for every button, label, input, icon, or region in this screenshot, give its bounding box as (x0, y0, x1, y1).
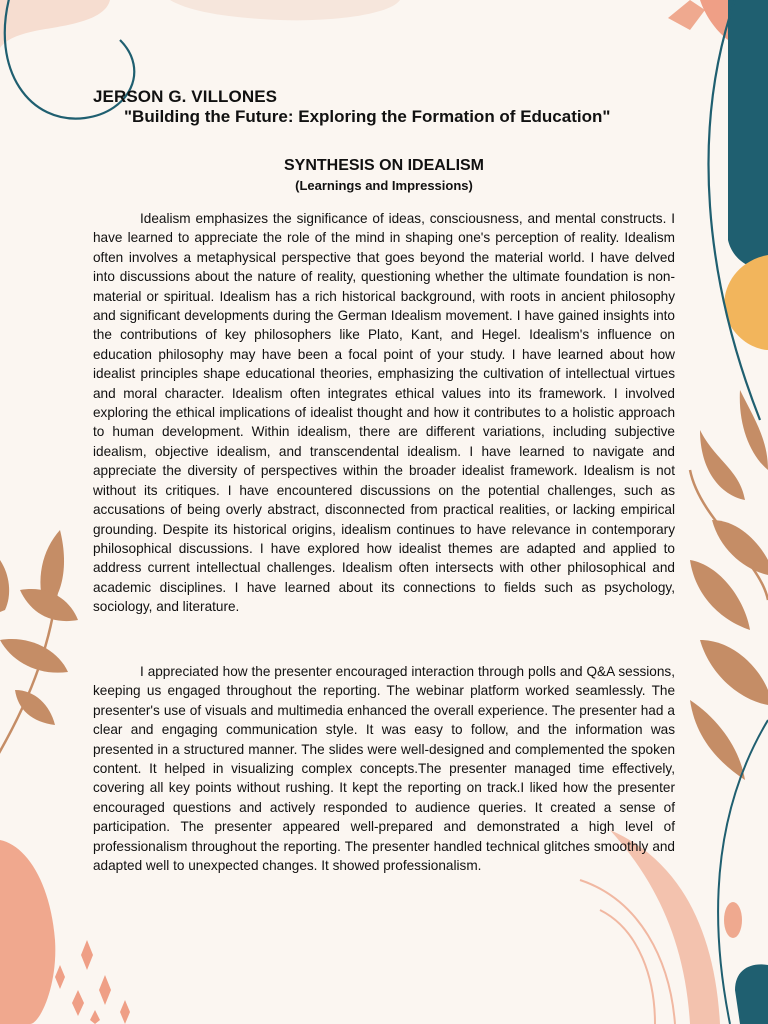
page-subtitle: (Learnings and Impressions) (295, 178, 473, 193)
paragraph-impressions: I appreciated how the presenter encouraged interaction through polls and Q&A sessions, keeping us engaged throughout the reporting. The webinar platform worked seamlessly. The presenter's use of visuals and multimedia enhanced the overall experience. The presenter had a clear and engaging communication style. It was easy to follow, and the information was presented in a structured manner. The slides were well-designed and complemented the spoken content. It helped in visualizing complex concepts.The presenter managed time effectively, covering all key points without rushing. It kept the reporting on track.I liked how the presenter encouraged questions and actively responded to audience queries. It created a sense of participation. The presenter appeared well-prepared and demonstrated a high level of professionalism throughout the reporting. The presenter handled technical glitches smoothly and adapted well to unexpected changes. It showed professionalism. (93, 664, 675, 874)
course-title: "Building the Future: Exploring the Formation of Education" (124, 107, 611, 126)
page-title: SYNTHESIS ON IDEALISM (283, 157, 485, 174)
paragraph-learnings: Idealism emphasizes the significance of ideas, consciousness, and mental constructs. I have learned to appreciate the role of the mind in shaping one's perception of reality. Idealism often involves a metaphysical perspective that goes beyond the material world. I have delved into discussions about the nature of reality, questioning whether the ultimate foundation is non-material or spiritual. Idealism has a rich historical background, with roots in ancient philosophy and significant developments during the German Idealism movement. I have gained insights into the contributions of key philosophers like Plato, Kant, and Hegel. Idealism's influence on education philosophy may have been a focal point of your study. I have learned about how idealist principles shape educational theories, emphasizing the cultivation of intellectual virtues and moral character. Idealism often integrates ethical values into its framework. I involved exploring the ethical implications of idealist thought and how it contributes to a holistic approach to human development. Within idealism, there are different variations, including subjective idealism, objective idealism, and transcendental idealism. I have learned to navigate and appreciate the diversity of perspectives within the broader idealist framework. Idealism is not without its critiques. I have encountered discussions on the potential challenges, such as accusations of being overly abstract, disconnected from practical realities, or lacking empirical grounding. Despite its historical origins, idealism continues to have relevance in contemporary philosophical discussions. I have explored how idealist themes are adapted and applied to address current intellectual challenges. Idealism often intersects with other philosophical and academic disciplines. I have learned about its connections to fields such as psychology, sociology, and literature. (93, 211, 675, 615)
author-name: JERSON G. VILLONES (93, 87, 278, 106)
